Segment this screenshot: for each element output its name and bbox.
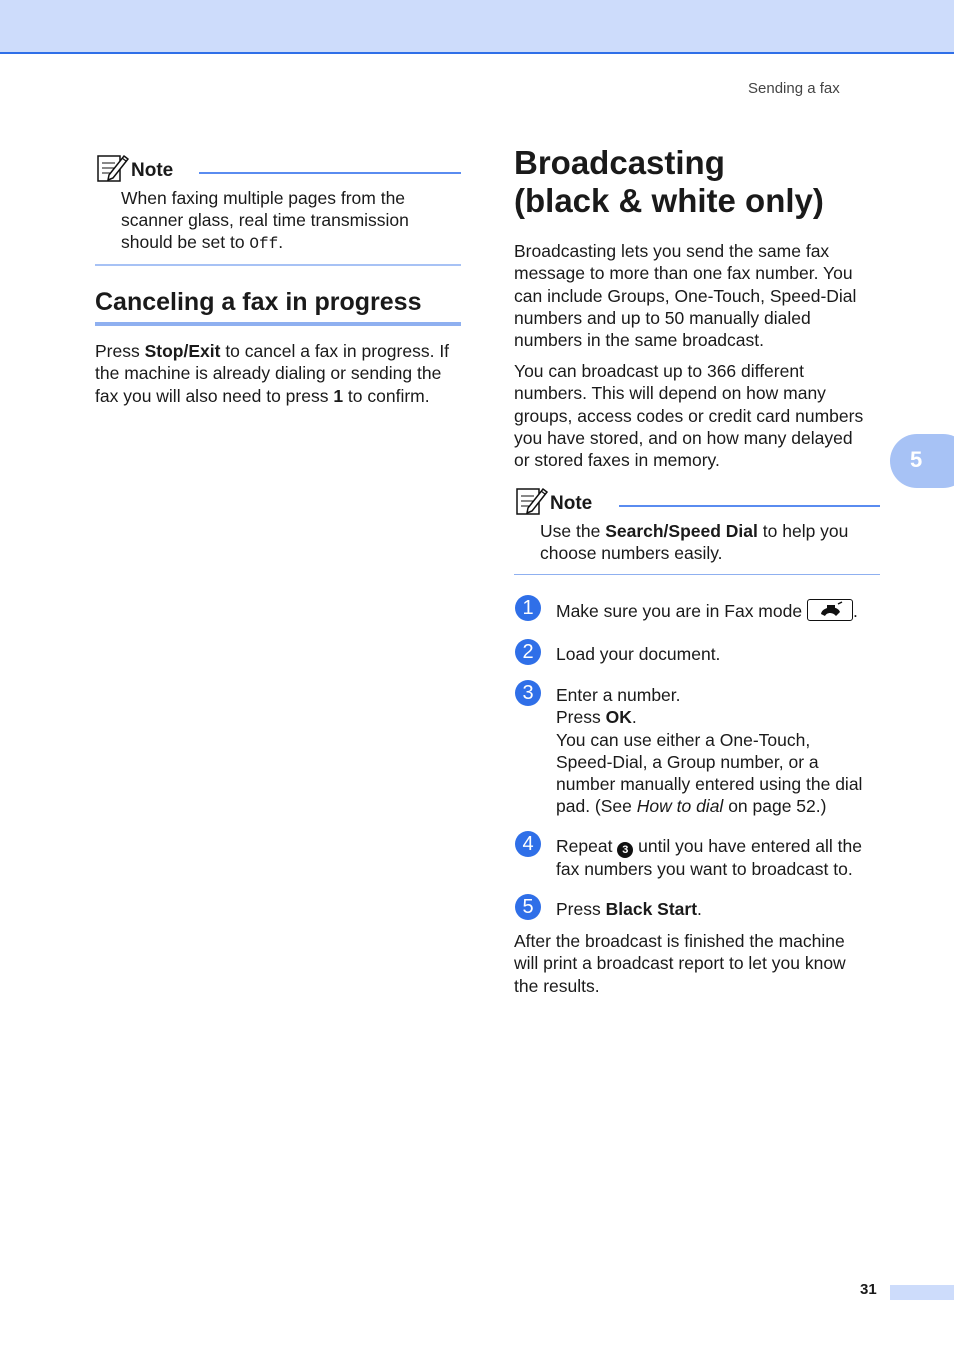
key-search-speed-dial: Search/Speed Dial	[605, 521, 758, 541]
text: .	[631, 707, 637, 728]
text: on page 52.)	[723, 796, 827, 817]
after-broadcast-paragraph	[514, 930, 884, 997]
note-header	[516, 486, 880, 516]
note-text: should be set to	[121, 232, 250, 252]
para-line: message to more than one fax number. You	[514, 263, 853, 284]
para-line: will print a broadcast report to let you know	[514, 953, 846, 974]
step-4-text	[556, 835, 886, 880]
text: Press	[95, 341, 145, 361]
step-number-4: 4	[515, 831, 541, 857]
chapter-tab	[890, 434, 954, 488]
chapter-tab-number: 5	[910, 447, 923, 472]
para-line: Broadcasting lets you send the same fax	[514, 241, 830, 261]
key-ok: OK	[605, 707, 632, 728]
note-body	[121, 187, 461, 255]
text: Press	[556, 707, 606, 728]
title-line: (black & white only)	[514, 182, 824, 219]
step-3-text	[556, 684, 886, 818]
text: to confirm.	[343, 385, 430, 406]
text: pad. (See	[556, 796, 637, 817]
note-rule	[199, 172, 461, 174]
para-line: the machine is already dialing or sending the	[95, 363, 442, 384]
para-line	[95, 340, 465, 362]
step-line: Speed-Dial, a Group number, or a	[556, 751, 819, 772]
key-1: 1	[333, 385, 344, 406]
step-line	[556, 706, 886, 728]
note-line: scanner glass, real time transmission	[121, 210, 409, 230]
step-5-text	[556, 898, 886, 920]
running-header: Sending a fax	[748, 80, 840, 97]
note-rule	[619, 505, 880, 507]
note-label: Note	[131, 160, 174, 181]
step-line: number manually entered using the dial	[556, 774, 863, 795]
para-line: numbers in the same broadcast.	[514, 330, 764, 351]
text: Make sure you are in Fax mode	[556, 601, 807, 621]
note-line: choose numbers easily.	[540, 543, 723, 563]
note-line	[540, 520, 880, 542]
text: .	[852, 601, 858, 621]
text: to cancel a fax in progress. If	[220, 341, 450, 361]
canceling-paragraph	[95, 340, 465, 407]
para-line: the results.	[514, 975, 600, 996]
para-line: you have stored, and on how many delayed	[514, 427, 853, 448]
note-label: Note	[550, 493, 593, 514]
note-pencil-icon	[97, 153, 129, 183]
step-2-text: Load your document.	[556, 644, 721, 664]
note-bottom-rule	[514, 574, 880, 575]
step-line	[556, 795, 886, 817]
page-number: 31	[860, 1281, 877, 1298]
text: Press	[556, 899, 606, 919]
para-line: numbers and up to 50 manually dialed	[514, 307, 811, 328]
text: Repeat	[556, 836, 618, 856]
fax-mode-icon	[807, 599, 853, 621]
step-1-text	[556, 599, 886, 622]
text: to help you	[757, 521, 849, 541]
text: until you have entered all the	[633, 836, 862, 856]
broadcast-paragraph-2	[514, 360, 884, 471]
step-number-3: 3	[515, 680, 541, 706]
note-text: .	[278, 232, 284, 252]
section-heading-canceling: Canceling a fax in progress	[95, 288, 422, 316]
para-line: numbers. This will depend on how many	[514, 383, 826, 404]
note-line	[121, 231, 461, 255]
step-line: Enter a number.	[556, 685, 681, 705]
top-header-band	[0, 0, 954, 54]
note-header	[97, 153, 461, 183]
page-number-bar	[890, 1285, 954, 1300]
step-number-1: 1	[515, 595, 541, 621]
step-number-2: 2	[515, 639, 541, 665]
para-line: can include Groups, One-Touch, Speed-Dial	[514, 285, 857, 306]
text: Use the	[540, 521, 606, 541]
key-stop-exit: Stop/Exit	[144, 341, 221, 361]
para-line: You can broadcast up to 366 different	[514, 361, 804, 381]
page-title	[514, 144, 824, 220]
setting-value-off: Off	[249, 235, 279, 253]
note-pencil-icon	[516, 486, 548, 516]
cross-reference-link[interactable]: How to dial	[636, 796, 724, 817]
broadcast-paragraph-1	[514, 240, 884, 351]
key-black-start: Black Start	[605, 899, 698, 919]
title-line: Broadcasting	[514, 144, 725, 181]
note-body	[540, 520, 880, 564]
para-line: After the broadcast is finished the machine	[514, 931, 845, 951]
para-line	[95, 385, 465, 407]
para-line: groups, access codes or credit card numbers	[514, 405, 864, 426]
note-line: When faxing multiple pages from the	[121, 188, 406, 208]
text: fax you will also need to press	[95, 385, 334, 406]
step-line: You can use either a One-Touch,	[556, 729, 811, 750]
step-number-5: 5	[515, 894, 541, 920]
para-line: or stored faxes in memory.	[514, 450, 720, 471]
step-reference-3: 3	[617, 842, 633, 858]
note-bottom-rule	[95, 264, 461, 266]
section-heading-rule	[95, 322, 461, 326]
text: .	[697, 899, 702, 919]
step-line: fax numbers you want to broadcast to.	[556, 859, 853, 879]
step-line	[556, 835, 886, 858]
